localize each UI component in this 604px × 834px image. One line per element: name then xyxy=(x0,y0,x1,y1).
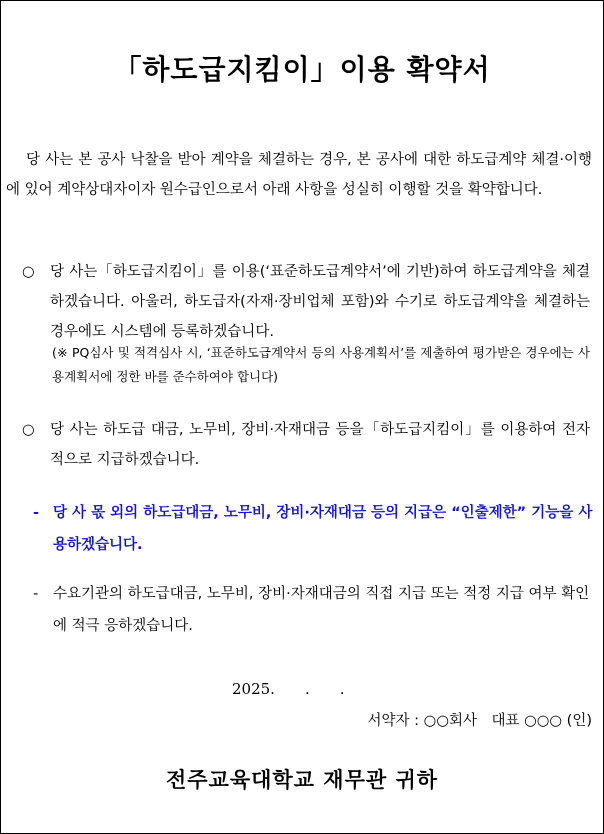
pq-note: (※ PQ심사 및 적격심사 시, ‘표준하도급계약서 등의 사용계획서’를 제출하여 평가받은 경우에는 사용계획서에 정한 바를 준수하여야 합니다) xyxy=(52,345,590,384)
pledge-item-1 xyxy=(22,257,590,347)
pledge-item-2 xyxy=(22,415,590,475)
dash-bullet-icon: - xyxy=(33,505,40,521)
addressee: 전주교육대학교 재무관 귀하 xyxy=(165,767,439,792)
sub-item-direct-payment xyxy=(33,578,599,642)
circle-bullet-icon: ○ xyxy=(22,422,35,438)
circle-bullet-icon: ○ xyxy=(22,264,35,280)
intro-paragraph: 당 사는 본 공사 낙찰을 받아 계약을 체결하는 경우, 본 공사에 대한 하도급계약 체결·이행에 있어 계약상대자이자 원수급인으로서 아래 사항을 성실히 이행할 것을 확약합니다. xyxy=(6,152,592,198)
date-line: 2025. . . xyxy=(232,680,345,698)
sub-item-withdrawal-limit-text: 당 사 몫 외의 하도급대금, 노무비, 장비·자재대금 등의 지급은 “인출제한” 기능을 사용하겠습니다. xyxy=(53,505,593,553)
pledge-item-2-text: 당 사는 하도급 대금, 노무비, 장비·자재대금 등을「하도급지킴이」를 이용하여 전자적으로 지급하겠습니다. xyxy=(50,422,590,468)
pledge-item-1-text: 당 사는「하도급지킴이」를 이용(‘표준하도급계약서’에 기반)하여 하도급계약을 체결하겠습니다. 아울러, 하도급자(자재·장비업체 포함)와 수기로 하도급계약을 체결하는 경우에도 시스템에 등록하겠습니다. xyxy=(50,264,590,340)
sub-item-withdrawal-limit xyxy=(33,497,599,561)
signer-line: 서약자 : ○○회사 대표 ○○○ (인) xyxy=(367,713,592,729)
sub-item-direct-payment-text: 수요기관의 하도급대금, 노무비, 장비·자재대금의 직접 지급 또는 적정 지급 여부 확인에 적극 응하겠습니다. xyxy=(53,586,590,634)
document-title: 「하도급지킴이」이용 확약서 xyxy=(113,53,491,86)
dash-bullet-icon: - xyxy=(33,586,39,602)
